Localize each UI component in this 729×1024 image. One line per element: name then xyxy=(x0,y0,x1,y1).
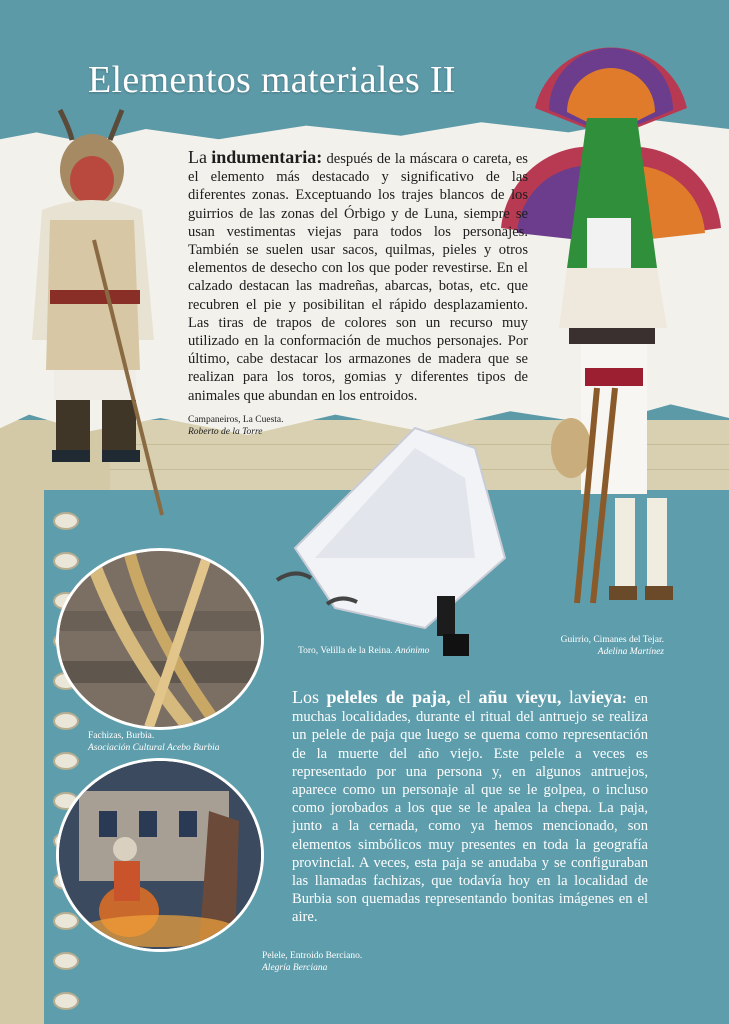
caption-pelele xyxy=(262,950,452,974)
connector-la: la xyxy=(568,687,582,707)
page-title: Elementos materiales II xyxy=(88,59,456,101)
indumentaria-term: indumentaria: xyxy=(211,147,323,167)
indumentaria-paragraph xyxy=(188,148,528,405)
caption-place: Guirrio, Cimanes del Tejar. xyxy=(560,635,664,645)
ring-icon xyxy=(53,552,79,570)
ring-icon xyxy=(53,912,79,930)
guirrio-photo xyxy=(497,28,725,618)
term-colon: : xyxy=(621,691,627,707)
caption-guirrio xyxy=(520,634,664,658)
caption-author: Alegría Berciana xyxy=(262,963,328,973)
connector-el: el xyxy=(458,687,472,707)
caption-author: Anónimo xyxy=(395,646,430,656)
caption-campaneiros xyxy=(188,414,368,438)
ring-icon xyxy=(53,752,79,770)
ring-icon xyxy=(53,992,79,1010)
toro-photo xyxy=(275,408,515,668)
caption-place: Pelele, Entroido Berciano. xyxy=(262,951,363,961)
campaneiros-photo xyxy=(22,100,172,520)
fachizas-photo xyxy=(56,548,264,730)
peleles-term: peleles de paja, xyxy=(326,687,451,707)
pelele-image xyxy=(59,761,261,949)
peleles-text: en muchas localidades, durante el ritual del antruejo se realiza un pelele de paja que luego se quema como representación de la muerte del año viejo. Este pelele a veces es representado por una persona y, en algunos antruejos, aparece como un personaje al que se le golpea, o incluso como jorobados a los que se le apalea la chepa. La paja, junto a la cernada, como ya hemos mencionado, son elementos simbólicos muy presentes en toda la geografía provincial. A veces, esta paja se anudaba y se configuraban las llamadas fachizas, que todavía hoy en la localidad de Burbia son quemadas representando bonitas imágenes en el aire. xyxy=(292,691,648,926)
indumentaria-text: después de la máscara o careta, es el elemento más destacado y significativo de las diferentes zonas. Exceptuando los trajes blancos de los guirrios de las zonas del Órbigo y de Luna, siempre se usan vestimentas viejas para todos los personajes. También se suelen usar sacos, quilmas, pieles y otros elementos de desecho con los que poder revestirse. En el calzado destacan las madreñas, abarcas, botas, etc. que recubren el pie y posibilitan el rápido desplazamiento. Las tiras de trapos de colores son un recurso muy utilizado en la conformación de muchos personajes. Por último, cabe destacar los armazones de madera que se realizan para los toros, gomias y diferentes tipos de animales que abundan en los entroidos. xyxy=(188,151,528,404)
vieya-term: vieya xyxy=(581,687,622,707)
peleles-paragraph xyxy=(292,688,648,927)
caption-author: Adelina Martínez xyxy=(597,647,664,657)
caption-author: Roberto de la Torre xyxy=(188,427,263,437)
paragraph-lead: La xyxy=(188,147,207,167)
caption-toro xyxy=(298,645,538,657)
caption-place: Fachizas, Burbia. xyxy=(88,731,155,741)
fachizas-image xyxy=(59,551,261,727)
ring-icon xyxy=(53,712,79,730)
pelele-photo xyxy=(56,758,264,952)
caption-author: Asociación Cultural Acebo Burbia xyxy=(88,743,220,753)
caption-place: Campaneiros, La Cuesta. xyxy=(188,415,284,425)
caption-fachizas xyxy=(88,730,278,754)
ring-icon xyxy=(53,952,79,970)
anu-vieyu-term: añu vieyu, xyxy=(478,687,562,707)
paragraph-lead: Los xyxy=(292,687,319,707)
caption-place: Toro, Velilla de la Reina. xyxy=(298,646,393,656)
